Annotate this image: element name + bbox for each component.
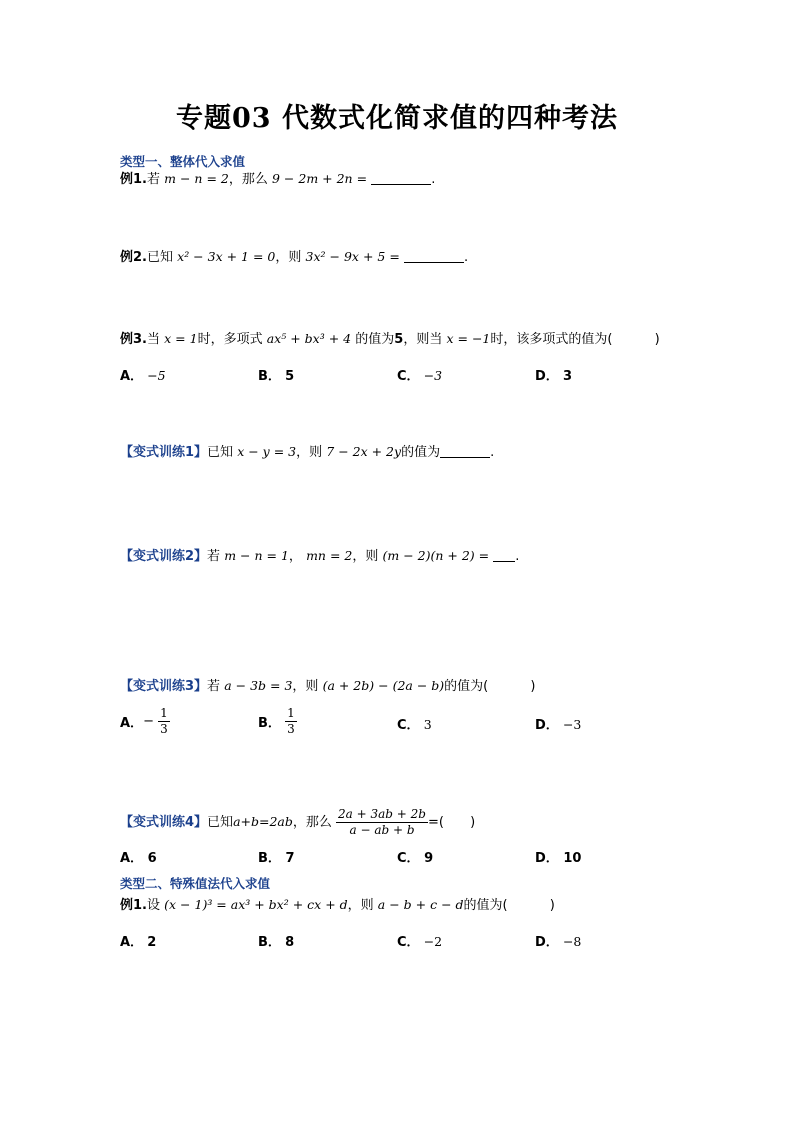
option-value: 5 [285, 369, 295, 384]
variant-4-post: =( [427, 815, 444, 830]
option-b[interactable] [258, 706, 297, 737]
section-heading-2: 类型二、特殊值法代入求值 [120, 876, 271, 891]
example-1-end: . [431, 172, 436, 187]
variant-3-expression: (a + 2b) − (2a − b) [322, 678, 445, 693]
example-1-mid: ，那么 [228, 172, 268, 187]
option-value: 2 [147, 935, 157, 950]
option-label: B． [258, 851, 281, 866]
option-b[interactable] [258, 847, 295, 866]
option-value: 6 [147, 851, 157, 866]
variant-3-post: 的值为( [444, 679, 489, 694]
fraction-numerator: 1 [160, 706, 168, 720]
option-value: −2 [423, 934, 443, 949]
option-label: C． [397, 935, 420, 950]
example-special-1-close: ) [549, 898, 555, 913]
example-1 [120, 169, 435, 190]
option-b[interactable] [258, 931, 294, 950]
option-label: B． [258, 369, 281, 384]
option-label: D． [535, 851, 559, 866]
option-label: D． [535, 935, 559, 950]
option-value: 3 [423, 717, 432, 732]
option-value: −3 [423, 368, 443, 383]
option-a[interactable] [120, 847, 157, 866]
example-2-label: 例2. [120, 250, 147, 265]
example-2 [120, 247, 468, 268]
variant-4-condition: a+b=2ab [233, 814, 293, 829]
variant-3-mid: ，则 [292, 679, 319, 694]
example-special-1-options [120, 931, 680, 951]
option-label: A． [120, 716, 144, 731]
example-3-label: 例3. [120, 332, 147, 347]
variant-1 [120, 442, 494, 463]
variant-3-close: ) [530, 679, 536, 694]
example-1-condition: m − n = 2 [164, 171, 229, 186]
option-label: A． [120, 935, 144, 950]
variant-4-fraction [336, 807, 428, 838]
option-a[interactable] [120, 706, 170, 737]
section-heading-1: 类型一、整体代入求值 [120, 154, 246, 169]
example-special-1-pre: 设 [146, 898, 160, 913]
example-3-text-3: ，则当 [403, 332, 443, 347]
option-label: C． [397, 718, 420, 733]
example-special-1-mid: ，则 [347, 898, 374, 913]
example-2-end: . [463, 250, 469, 265]
example-2-expression: 3x² − 9x + 5 = [305, 249, 400, 264]
option-fraction [158, 706, 170, 737]
option-a[interactable] [120, 931, 156, 950]
option-label: B． [258, 935, 281, 950]
option-value: −8 [562, 934, 582, 949]
answer-blank[interactable] [493, 547, 515, 562]
option-value: 3 [562, 369, 572, 384]
variant-4-pre: 已知 [207, 815, 234, 830]
option-d[interactable] [535, 931, 581, 950]
variant-2 [120, 546, 519, 567]
option-label: D． [535, 718, 559, 733]
option-label: D． [535, 369, 559, 384]
example-3-pre: 当 [146, 332, 160, 347]
example-1-label: 例1. [120, 172, 147, 187]
option-c[interactable] [397, 847, 433, 866]
example-special-1-expression: (x − 1)³ = ax³ + bx² + cx + d [164, 897, 348, 912]
answer-blank[interactable] [440, 443, 490, 458]
option-label: A． [120, 851, 144, 866]
option-label: B． [258, 716, 281, 731]
variant-1-expression: 7 − 2x + 2y [326, 444, 402, 459]
example-special-1-target: a − b + c − d [377, 897, 464, 912]
example-1-expression: 9 − 2m + 2n = [272, 171, 368, 186]
option-value: 10 [563, 851, 582, 866]
option-label: C． [397, 851, 420, 866]
option-c[interactable] [397, 365, 442, 384]
option-b[interactable] [258, 365, 294, 384]
variant-3-label: 【变式训练3】 [120, 679, 208, 694]
fraction-numerator: 1 [287, 706, 295, 720]
fraction-denominator: 3 [287, 722, 295, 736]
example-3-polynomial: ax⁵ + bx³ + 4 [266, 331, 352, 346]
option-value: − [143, 714, 154, 729]
variant-3 [120, 676, 535, 697]
option-a[interactable] [120, 365, 166, 384]
option-c[interactable] [397, 714, 432, 733]
variant-3-condition: a − 3b = 3 [224, 678, 293, 693]
example-3-condition-2: x = −1 [446, 331, 491, 346]
example-2-mid: ，则 [275, 250, 302, 265]
variant-1-mid: ，则 [296, 445, 323, 460]
example-special-1-label: 例1. [120, 898, 147, 913]
option-fraction [285, 706, 297, 737]
option-label: A． [120, 369, 144, 384]
variant-4-mid: ，那么 [292, 815, 332, 830]
option-value: 8 [285, 935, 295, 950]
example-3-text-1: 时，多项式 [197, 332, 263, 347]
option-value: −3 [562, 717, 582, 732]
option-d[interactable] [535, 365, 572, 384]
variant-2-pre: 若 [207, 549, 221, 564]
fraction-denominator: 3 [160, 722, 168, 736]
variant-4 [120, 804, 475, 841]
example-3-value: 5 [394, 332, 404, 347]
option-value: −5 [147, 368, 166, 383]
option-d[interactable] [535, 714, 581, 733]
variant-1-end: . [490, 445, 495, 460]
example-3-close: ) [654, 332, 660, 347]
example-3-text-2: 的值为 [355, 332, 395, 347]
variant-1-post: 的值为 [401, 445, 441, 460]
answer-blank[interactable] [404, 248, 464, 263]
variant-2-end: . [515, 549, 520, 564]
variant-2-mid: ，则 [352, 549, 379, 564]
page-title: 专题03 代数式化简求值的四种考法 [176, 103, 618, 134]
example-1-pre: 若 [146, 172, 160, 187]
option-value: 9 [424, 851, 434, 866]
variant-1-condition: x − y = 3 [237, 444, 297, 459]
variant-3-pre: 若 [207, 679, 221, 694]
example-special-1 [120, 895, 555, 916]
variant-2-condition-2: mn = 2 [306, 548, 353, 563]
variant-1-label: 【变式训练1】 [120, 445, 208, 460]
variant-2-sep: ， [288, 549, 302, 564]
fraction-denominator: a − ab + b [349, 823, 415, 837]
variant-1-pre: 已知 [207, 445, 234, 460]
variant-2-expression: (m − 2)(n + 2) = [382, 548, 490, 563]
variant-3-options [120, 706, 680, 742]
example-3-condition-1: x = 1 [164, 331, 198, 346]
option-value: 7 [285, 851, 295, 866]
example-3-options [120, 365, 680, 385]
variant-4-options [120, 847, 680, 867]
example-special-1-post: 的值为( [463, 898, 508, 913]
answer-blank[interactable] [371, 170, 431, 185]
variant-4-label: 【变式训练4】 [120, 815, 208, 830]
option-label: C． [397, 369, 420, 384]
option-d[interactable] [535, 847, 581, 866]
example-3 [120, 329, 660, 350]
example-2-condition: x² − 3x + 1 = 0 [177, 249, 276, 264]
example-2-pre: 已知 [146, 250, 173, 265]
fraction-numerator: 2a + 3ab + 2b [338, 807, 426, 821]
option-c[interactable] [397, 931, 442, 950]
variant-2-condition-1: m − n = 1 [224, 548, 289, 563]
variant-4-close: ) [470, 815, 476, 830]
example-3-text-4: 时，该多项式的值为( [490, 332, 613, 347]
variant-2-label: 【变式训练2】 [120, 549, 208, 564]
